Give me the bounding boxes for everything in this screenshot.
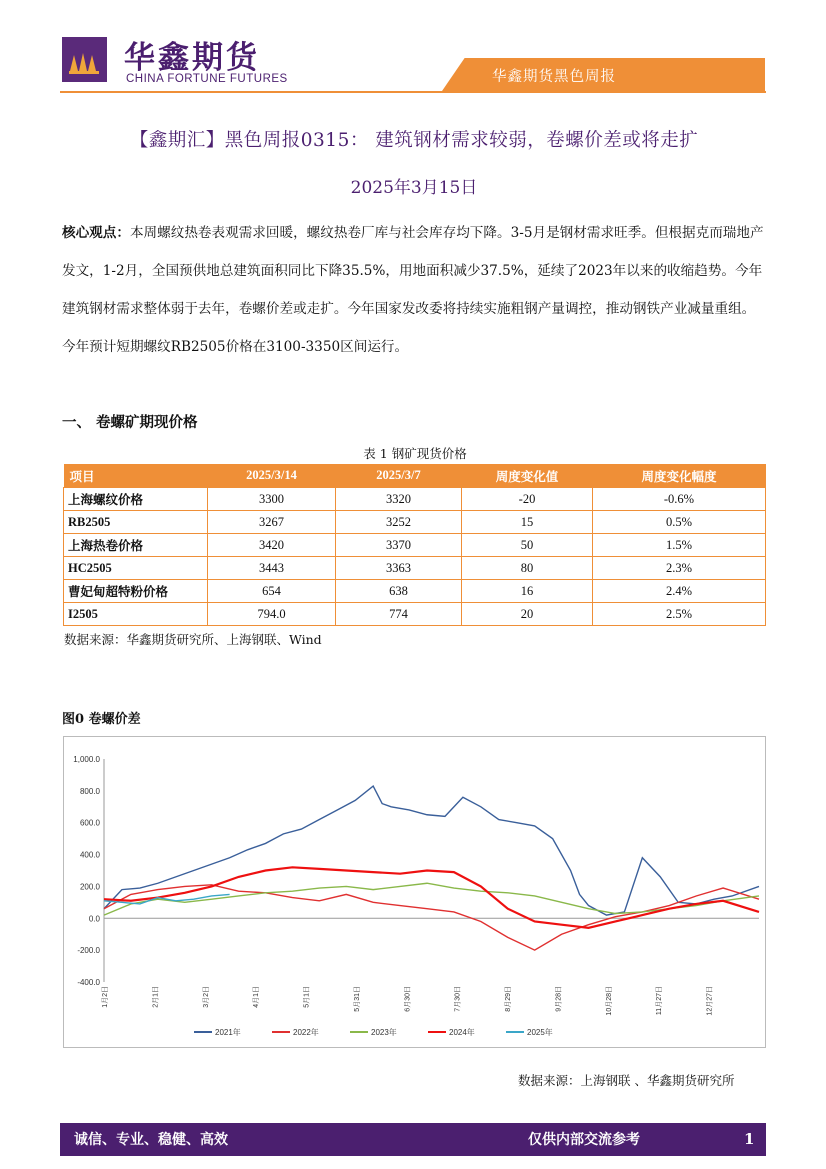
row-label: 曹妃甸超特粉价格 xyxy=(64,580,208,603)
x-tick-label: 8月29日 xyxy=(505,986,513,1012)
table-cell: 3267 xyxy=(208,511,336,534)
table-cell: 16 xyxy=(462,580,593,603)
x-tick-label: 5月31日 xyxy=(353,986,361,1012)
y-tick-label: 1,000.0 xyxy=(73,755,100,764)
x-tick-label: 3月2日 xyxy=(202,986,210,1008)
table-caption: 表 1 钢矿现货价格 xyxy=(363,446,467,461)
core-view-paragraph xyxy=(62,214,768,366)
x-tick-label: 4月1日 xyxy=(253,986,261,1008)
x-tick-label: 6月30日 xyxy=(404,986,412,1012)
core-view-label: 核心观点： xyxy=(62,225,130,241)
table-cell: 3370 xyxy=(336,534,462,557)
table-cell: 15 xyxy=(462,511,593,534)
table-cell: 2.4% xyxy=(593,580,766,603)
table-cell: 774 xyxy=(336,603,462,626)
y-tick-label: -400.0 xyxy=(77,978,100,987)
footer-motto: 诚信、专业、稳健、高效 xyxy=(74,1132,228,1148)
y-tick-label: 800.0 xyxy=(79,786,100,796)
figure-source: 数据来源：上海钢联 、华鑫期货研究所 xyxy=(518,1073,735,1088)
footer-note: 仅供内部交流参考 xyxy=(528,1132,640,1148)
table-header: 项目 xyxy=(64,464,208,488)
table-header: 周度变化幅度 xyxy=(593,464,766,488)
y-tick-label: 200.0 xyxy=(79,882,100,892)
header-tag: 华鑫期货黑色周报 xyxy=(492,69,616,85)
table-header: 2025/3/14 xyxy=(208,464,336,488)
x-tick-label: 2月1日 xyxy=(152,986,160,1008)
series-line xyxy=(104,786,759,915)
report-date: 2025年3月15日 xyxy=(350,178,478,198)
table-cell: 3420 xyxy=(208,534,336,557)
x-tick-label: 1月2日 xyxy=(102,986,109,1008)
table-header: 2025/3/7 xyxy=(336,464,462,488)
x-tick-label: 5月1日 xyxy=(303,986,311,1008)
table-source: 数据来源：华鑫期货研究所、上海钢联、Wind xyxy=(64,632,322,647)
table-row xyxy=(64,603,766,626)
y-tick-label: -200.0 xyxy=(77,946,100,956)
y-tick-label: 0.0 xyxy=(88,914,100,924)
table-row xyxy=(64,511,766,534)
table-cell: -0.6% xyxy=(593,488,766,511)
table-cell: 3252 xyxy=(336,511,462,534)
table-cell: 3443 xyxy=(208,557,336,580)
legend-label: 2022年 xyxy=(293,1028,319,1037)
table-cell: 80 xyxy=(462,557,593,580)
table-cell: 3300 xyxy=(208,488,336,511)
table-cell: 0.5% xyxy=(593,511,766,534)
x-tick-label: 12月27日 xyxy=(706,986,714,1016)
table-row xyxy=(64,580,766,603)
table-cell: 3320 xyxy=(336,488,462,511)
row-label: 上海热卷价格 xyxy=(64,534,208,557)
legend-label: 2021年 xyxy=(215,1028,241,1037)
series-line xyxy=(104,885,759,950)
x-tick-label: 11月27日 xyxy=(656,986,664,1016)
y-tick-label: 600.0 xyxy=(79,818,100,828)
price-table xyxy=(63,464,766,626)
row-label: HC2505 xyxy=(64,557,208,580)
legend-label: 2023年 xyxy=(371,1028,397,1037)
legend-label: 2024年 xyxy=(449,1028,475,1037)
x-tick-label: 10月28日 xyxy=(605,986,613,1016)
table-cell: 638 xyxy=(336,580,462,603)
logo-icon xyxy=(62,37,107,82)
logo-text-en: CHINA FORTUNE FUTURES xyxy=(126,73,288,85)
x-tick-label: 9月28日 xyxy=(555,986,563,1012)
table-cell: 2.3% xyxy=(593,557,766,580)
row-label: RB2505 xyxy=(64,511,208,534)
table-cell: 3363 xyxy=(336,557,462,580)
row-label: 上海螺纹价格 xyxy=(64,488,208,511)
table-header: 周度变化值 xyxy=(462,464,593,488)
table-cell: 1.5% xyxy=(593,534,766,557)
header-divider xyxy=(60,91,766,93)
section-heading: 一、 卷螺矿期现价格 xyxy=(62,414,198,431)
table-header-row xyxy=(64,464,766,488)
table-cell: -20 xyxy=(462,488,593,511)
legend-label: 2025年 xyxy=(527,1028,553,1037)
core-view-text: 本周螺纹热卷表观需求回暖，螺纹热卷厂库与社会库存均下降。3-5月是钢材需求旺季。但根据克而瑞地产发文，1-2月，全国预供地总建筑面积同比下降35.5%，用地面积减少37.5%，延续了2023年以来的收缩趋势。今年建筑钢材需求整体弱于去年，卷螺价差或走扩。今年国家发改委将持续实施粗钢产量调控，推动钢铁产业减量重组。今年预计短期螺纹RB2505价格在3100-3350区间运行。 xyxy=(62,225,764,355)
logo-text-cn: 华鑫期货 xyxy=(124,40,260,76)
report-title: 【鑫期汇】黑色周报0315： 建筑钢材需求较弱，卷螺价差或将走扩 xyxy=(129,130,699,151)
spread-chart xyxy=(64,737,765,1047)
table-cell: 50 xyxy=(462,534,593,557)
chart-frame xyxy=(63,736,766,1048)
table-row xyxy=(64,557,766,580)
table-cell: 794.0 xyxy=(208,603,336,626)
row-label: I2505 xyxy=(64,603,208,626)
table-cell: 20 xyxy=(462,603,593,626)
table-row xyxy=(64,488,766,511)
x-tick-label: 7月30日 xyxy=(454,986,462,1012)
figure-title: 图0 卷螺价差 xyxy=(62,712,141,727)
table-cell: 654 xyxy=(208,580,336,603)
page-number: 1 xyxy=(744,1130,755,1148)
table-row xyxy=(64,534,766,557)
y-tick-label: 400.0 xyxy=(79,850,100,860)
table-cell: 2.5% xyxy=(593,603,766,626)
